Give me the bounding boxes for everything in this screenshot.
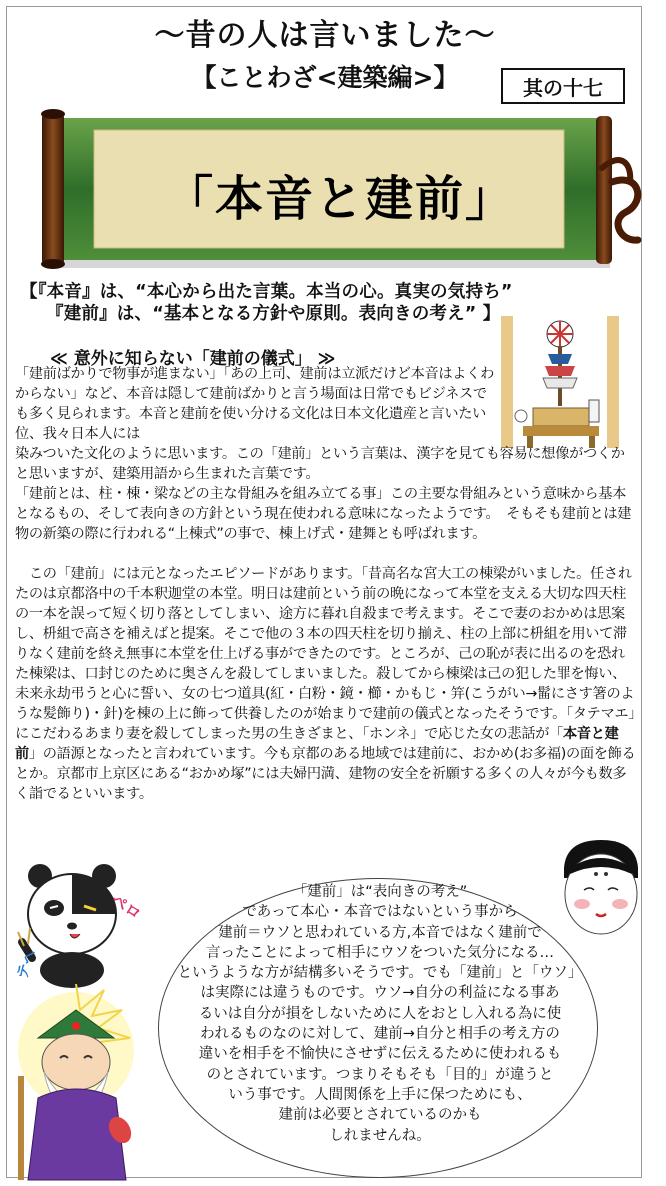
bubble-line: であって本心・本音ではないという事から — [242, 904, 518, 921]
panda-pero-text: ペロ — [107, 889, 145, 924]
scroll-title: 「本音と建前」 — [164, 171, 515, 227]
definition-honne: 【『本音』は、“本心から出た言葉。本当の心。真実の気持ち” — [20, 282, 513, 302]
panda-character-illustration — [12, 862, 148, 987]
bubble-line: しれませんね。 — [329, 1127, 431, 1144]
bubble-line: 違いを相手を不愉快にさせずに伝えるために使われるも — [198, 1046, 562, 1063]
section-heading: ≪ 意外に知らない「建前の儀式」 ≫ — [50, 349, 336, 369]
page-subtitle: 【ことわざ<建築編>】 — [191, 63, 459, 92]
bubble-line: 言ったことによって相手にウソをついた気分になる… — [206, 944, 554, 961]
body-paragraph-3-ending: 」の語源となったと言われています。今も京都のある地域では建前に、おかめ(お多福)の面を飾るとか。京都市上京区にある“おかめ塚”には夫婦円満、建物の安全を祈願する多くの人々が今も数多く詣でるといいます。 — [15, 746, 636, 802]
bubble-line: いう事です。人間関係を上手に保つためにも、 — [228, 1086, 532, 1103]
jotoshiki-altar-illustration — [493, 316, 628, 448]
body-paragraph-2: 「建前とは、柱・棟・梁などの主な骨組みを組み立てる事」この主要な骨組みという意味から基本となるもの、そして表向きの方針という現在使われる意味になったようです。 そもそも建前とは建物の新築の際に行われる“上棟式”の事で、棟上げ式・建舞とも呼ばれます。 — [15, 486, 632, 542]
sage-character-illustration — [4, 980, 154, 1180]
body-paragraph-1-continued: 染みついた文化のように思います。この「建前」という言葉は、漢字を見ても容易に想像がつくかと思いますが、建築用語から生まれた言葉です。 — [15, 446, 625, 482]
body-paragraph-3-emphasis: 本音と建前 — [15, 726, 619, 762]
issue-number-badge: 其の十七 — [501, 68, 625, 104]
bubble-line: 「建前」は“表向きの考え” — [292, 884, 468, 900]
definition-tatemae: 『建前』は、“基本となる方針や原則。表向きの考え” 】 — [46, 304, 501, 324]
body-paragraph-3-text: この「建前」には元となったエピソードがあります。「昔高名な宮大工の棟梁がいました。任されたのは京都洛中の千本釈迦堂の本堂。明日は建前という前の晩になって本堂を支える大切な四天柱の一本を誤って短く切り落としてしまい、途方に暮れ自殺まで考えます。そこで妻のおかめは思案し、枡組で高さを補えばと提案。そこで他の３本の四天柱を切り揃え、柱の上部に枡組を用いて滞りなく建前を終え無事に本堂を仕上げる事ができたのです。ところが、己の恥が表に出るのを恐れた棟梁は、口封じのために奥さんを殺してしまいました。殺してから棟梁は己の犯した罪を悔い、未来永劫弔うと心に誓い、女の七つ道具(紅・白粉・鏡・櫛・かもじ・笄(こうがい→髷にさす箸のような髪飾り)・針)を棟の上に飾って供養したのが始まりで建前の儀式となったそうです。「タテマエ」にこだわるあまり妻を殺してしまった男の生きざまと、「ホンネ」で応じた女の悲話が「 — [15, 566, 636, 742]
page-title: 〜昔の人は言いました〜 — [154, 18, 496, 53]
body-paragraph-3 — [15, 564, 637, 804]
bubble-line: われるものなのに対して、建前→自分と相手の考え方の — [200, 1026, 560, 1043]
bubble-line: 建前＝ウソと思われている方,本音ではなく建前で — [218, 924, 542, 941]
panda-tehe-text: テヘ — [12, 947, 41, 982]
okame-mask-illustration — [560, 838, 642, 938]
speech-bubble-text — [160, 882, 600, 1146]
body-paragraph-1: 「建前ばかりで物事が進まない」「あの上司、建前は立派だけど本音はよくわからない」など、本音は隠して建前ばかりと言う場面は日常でもビジネスでも多く見られます。本音と建前を使い分ける文化は日本文化遺産と言いたい位、我々日本人には — [15, 366, 494, 442]
bubble-line: というような方が結構多いそうです。でも「建前」と「ウソ」 — [177, 965, 583, 982]
bubble-line: 建前は必要とされているのかも — [278, 1107, 482, 1124]
bubble-line: るいは自分が損をしないために人をおとし入れる為に使 — [198, 1005, 562, 1022]
bubble-line: は実際には違うものです。ウソ→自分の利益になる事あ — [200, 985, 560, 1002]
bubble-line: のとされています。つまりそもそも「目的」が違うと — [206, 1066, 554, 1083]
